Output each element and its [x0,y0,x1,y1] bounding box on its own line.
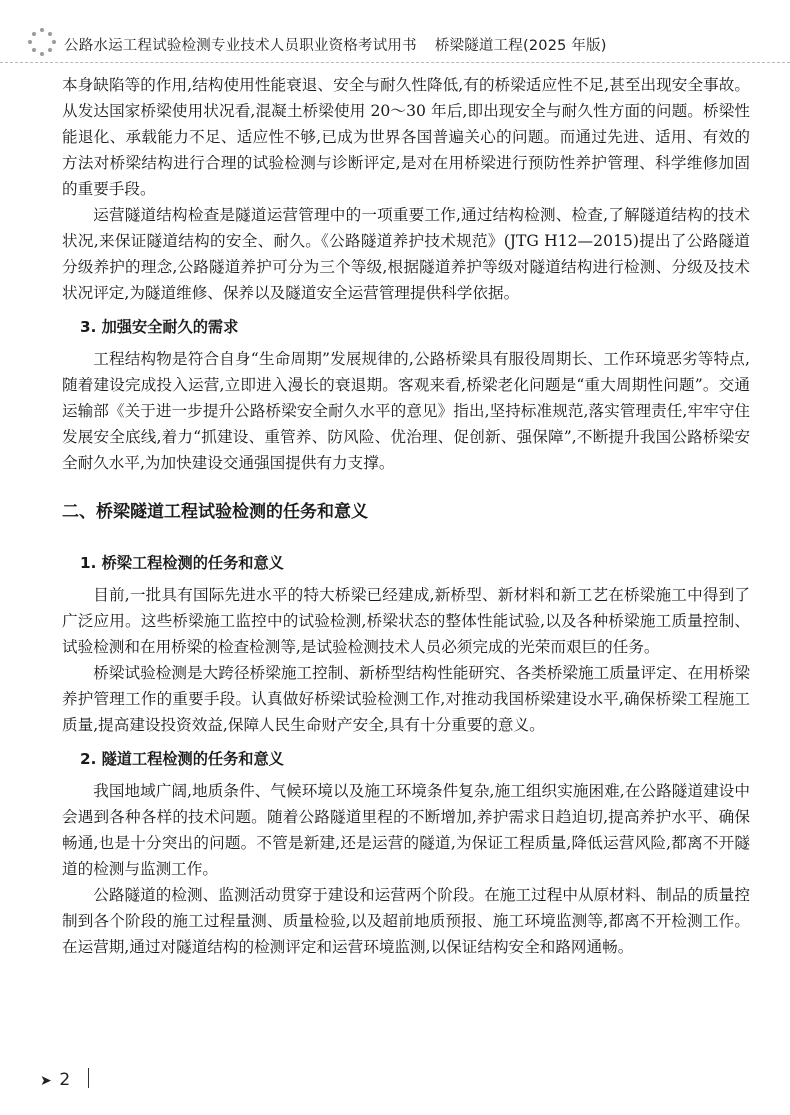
paragraph-7: 公路隧道的检测、监测活动贯穿于建设和运营两个阶段。在施工过程中从原材料、制品的质量控制到各个阶段的施工过程量测、质量检验,以及超前地质预报、施工环境监测等,都离不开检测工作。在运营期,通过对隧道结构的检测评定和运营环境监测,以保证结构安全和路网通畅。 [62,886,750,956]
paragraph-2: 运营隧道结构检查是隧道运营管理中的一项重要工作,通过结构检测、检查,了解隧道结构的技术状况,来保证隧道结构的安全、耐久。《公路隧道养护技术规范》(JTG H12—2015)提出了公路隧道分级养护的理念,公路隧道养护可分为三个等级,根据隧道养护等级对隧道结构进行检测、分级及技术状况评定,为隧道维修、保养以及隧道安全运营管理提供科学依据。 [62,206,750,302]
subheading-tunnel-inspection: 2. 隧道工程检测的任务和意义 [80,750,284,768]
running-header [64,34,607,55]
page-header [0,0,790,58]
paragraph-5: 桥梁试验检测是大跨径桥梁施工控制、新桥型结构性能研究、各类桥梁施工质量评定、在用桥梁养护管理工作的重要手段。认真做好桥梁试验检测工作,对推动我国桥梁建设水平,确保桥梁工程施工质量,提高建设投资效益,保障人民生命财产安全,具有十分重要的意义。 [62,664,750,734]
subheading-bridge-inspection: 1. 桥梁工程检测的任务和意义 [80,554,284,572]
paragraph-4: 目前,一批具有国际先进水平的特大桥梁已经建成,新桥型、新材料和新工艺在桥梁施工中得到了广泛应用。这些桥梁施工监控中的试验检测,桥梁状态的整体性能试验,以及各种桥梁施工质量控制、试验检测和在用桥梁的检查检测等,是试验检测技术人员必须完成的光荣而艰巨的任务。 [62,586,750,656]
paragraph-3: 工程结构物是符合自身“生命周期”发展规律的,公路桥梁具有服役周期长、工作环境恶劣等特点,随着建设完成投入运营,立即进入漫长的衰退期。客观来看,桥梁老化问题是“重大周期性问题”。交通运输部《关于进一步提升公路桥梁安全耐久水平的意见》指出,坚持标准规范,落实管理责任,牢牢守住发展安全底线,着力“抓建设、重管养、防风险、优治理、促创新、强保障”,不断提升我国公路桥梁安全耐久水平,为加快建设交通强国提供有力支撑。 [62,350,750,472]
subheading-3: 3. 加强安全耐久的需求 [80,318,239,336]
page-number: 2 [59,1070,71,1090]
paragraph-1: 本身缺陷等的作用,结构使用性能衰退、安全与耐久性降低,有的桥梁适应性不足,甚至出现安全事故。从发达国家桥梁使用状况看,混凝土桥梁使用 20～30 年后,即出现安全与耐久性方面的问题。桥梁性能退化、承载能力不足、适应性不够,已成为世界各国普遍关心的问题。而通过先进、适用、有效的方法对桥梁结构进行合理的试验检测与诊断评定,是对在用桥梁进行预防性养护管理、科学维修加固的重要手段。 [62,76,750,198]
footer-divider [88,1068,90,1088]
header-divider [0,62,790,63]
page-footer [40,1068,89,1094]
page-body [62,72,750,960]
decorative-dots-icon [28,28,56,56]
volume-title: 桥梁隧道工程(2025 年版) [434,38,607,54]
paragraph-6: 我国地域广阔,地质条件、气候环境以及施工环境条件复杂,施工组织实施困难,在公路隧道建设中会遇到各种各样的技术问题。随着公路隧道里程的不断增加,养护需求日趋迫切,提高养护水平、确保畅通,也是十分突出的问题。不管是新建,还是运营的隧道,为保证工程质量,降低运营风险,都离不开隧道的检测与监测工作。 [62,782,750,878]
book-title: 公路水运工程试验检测专业技术人员职业资格考试用书 [64,38,417,54]
arrow-icon: ➤ [40,1073,52,1089]
section-heading-2: 二、桥梁隧道工程试验检测的任务和意义 [62,502,368,522]
